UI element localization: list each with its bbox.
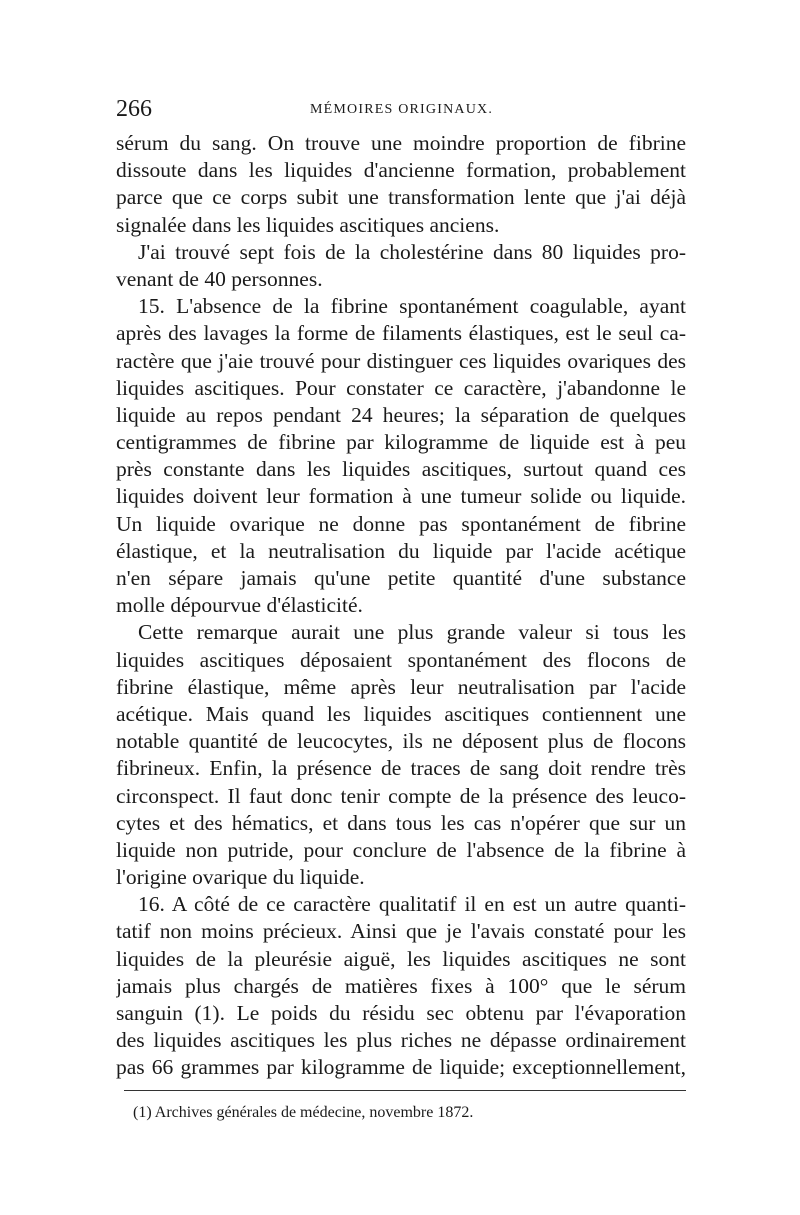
text-line: l'origine ovarique du liquide. <box>116 865 365 890</box>
text-line: liquides doivent leur formation à une tumeur solide ou liquide. <box>116 484 686 509</box>
text-line: n'en sépare jamais qu'une petite quantité d'une substance <box>116 566 686 590</box>
text-line: liquide non putride, pour conclure de l'absence de la fibrine à <box>116 837 686 862</box>
text-line: venant de 40 personnes. <box>116 266 323 291</box>
text-line: élastique, et la neutralisation du liquide par l'acide acétique <box>116 538 686 563</box>
page-number: 266 <box>116 96 152 122</box>
text-line: Un liquide ovarique ne donne pas spontanément de fibrine <box>116 511 686 536</box>
page-header <box>116 96 686 126</box>
text-line: signalée dans les liquides ascitiques anciens. <box>116 212 500 237</box>
text-line: liquides ascitiques. Pour constater ce caractère, j'abandonne le <box>116 375 686 400</box>
text-line: jamais plus chargés de matières fixes à 100° que le sérum <box>116 973 686 998</box>
text-line: fibrineux. Enfin, la présence de traces de sang doit rendre très <box>116 756 686 781</box>
text-line: sérum du sang. On trouve une moindre proportion de fibrine <box>116 131 686 155</box>
text-line: circonspect. Il faut donc tenir compte de la présence des leuco- <box>116 783 686 808</box>
text-line: notable quantité de leucocytes, ils ne déposent plus de flocons <box>116 729 686 754</box>
text-line: parce que ce corps subit une transformation lente que j'ai déjà <box>116 185 686 210</box>
text-line: centigrammes de fibrine par kilogramme de liquide est à peu <box>116 430 686 455</box>
text-line: après des lavages la forme de filaments élastiques, est le seul ca- <box>116 321 686 346</box>
text-line: 16. A côté de ce caractère qualitatif il en est un autre quanti- <box>138 892 686 917</box>
text-line: 15. L'absence de la fibrine spontanément coagulable, ayant <box>138 294 686 319</box>
text-line: molle dépourvue d'élasticité. <box>116 593 363 618</box>
body-text <box>116 130 686 1082</box>
text-line: ractère que j'aie trouvé pour distinguer ces liquides ovariques des <box>116 348 686 373</box>
text-line: pas 66 grammes par kilogramme de liquide; exceptionnellement, <box>116 1055 686 1080</box>
text-line: cytes et des hématics, et dans tous les cas n'opérer que sur un <box>116 810 686 835</box>
text-line: liquides de la pleurésie aiguë, les liquides ascitiques ne sont <box>116 946 686 971</box>
running-head: MÉMOIRES ORIGINAUX. <box>310 102 494 117</box>
text-line: liquides ascitiques déposaient spontanément des flocons de <box>116 647 686 672</box>
footnote: (1) Archives générales de médecine, novembre 1872. <box>133 1104 474 1121</box>
text-line: tatif non moins précieux. Ainsi que je l'avais constaté pour les <box>116 919 686 944</box>
text-line: Cette remarque aurait une plus grande valeur si tous les <box>138 620 686 645</box>
text-line: sanguin (1). Le poids du résidu sec obtenu par l'évaporation <box>116 1001 686 1025</box>
text-line: dissoute dans les liquides d'ancienne formation, probablement <box>116 158 686 183</box>
text-line: liquide au repos pendant 24 heures; la séparation de quelques <box>116 402 686 427</box>
footnote-rule <box>124 1090 686 1091</box>
text-line: J'ai trouvé sept fois de la cholestérine dans 80 liquides pro- <box>138 239 686 264</box>
text-line: près constante dans les liquides ascitiques, surtout quand ces <box>116 457 686 482</box>
text-line: acétique. Mais quand les liquides ascitiques contiennent une <box>116 701 686 726</box>
text-line: des liquides ascitiques les plus riches ne dépasse ordinairement <box>116 1028 686 1053</box>
text-line: fibrine élastique, même après leur neutralisation par l'acide <box>116 674 686 699</box>
